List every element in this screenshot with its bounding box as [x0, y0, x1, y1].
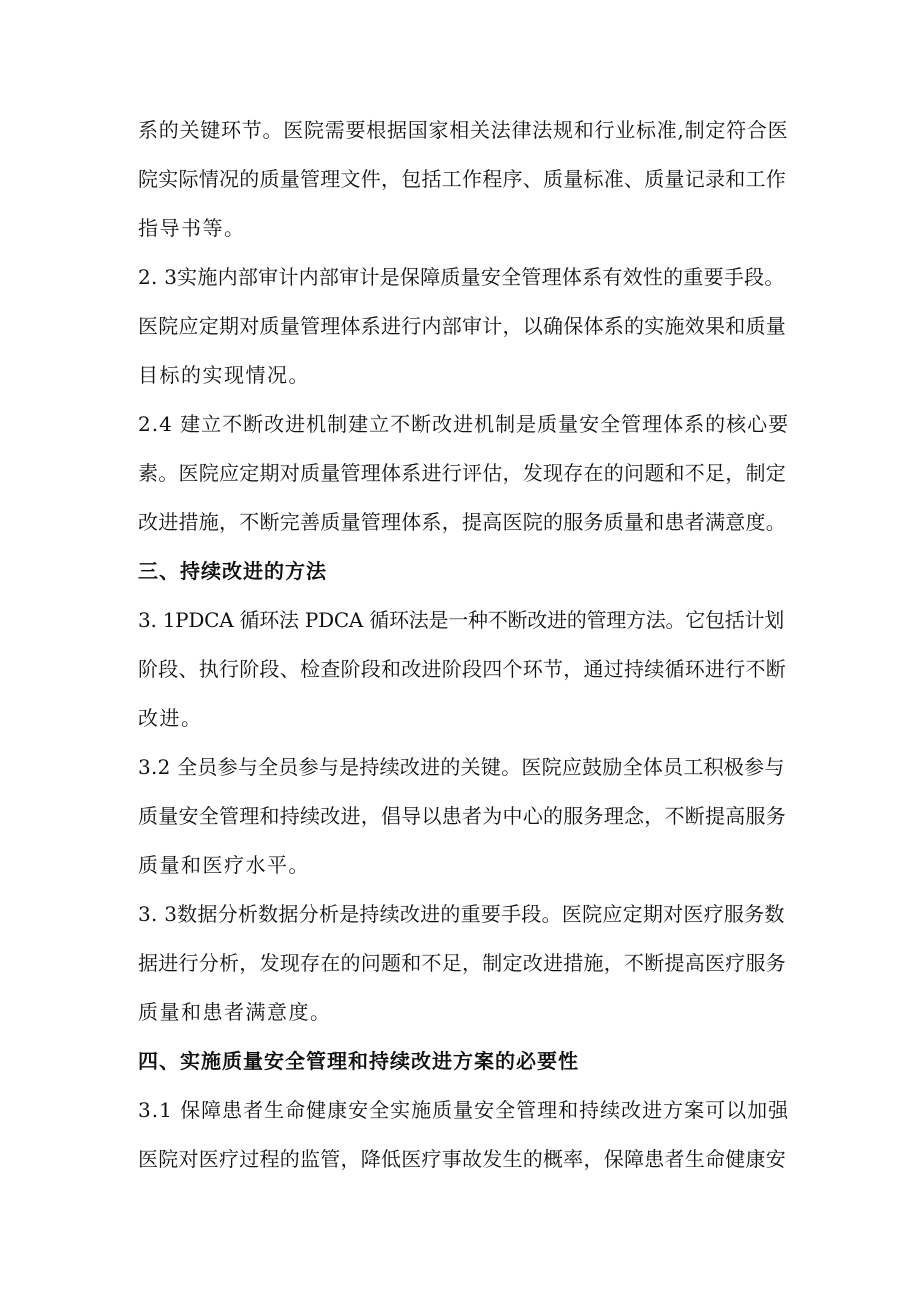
paragraph-line: 医院应定期对质量管理体系进行内部审计，以确保体系的实施效果和质量 — [138, 314, 786, 338]
section-heading: 三、持续改进的方法 — [138, 559, 327, 583]
paragraph-line: 医院对医疗过程的监管，降低医疗事故发生的概率，保障患者生命健康安 — [138, 1147, 786, 1171]
paragraph-line: 院实际情况的质量管理文件，包括工作程序、质量标准、质量记录和工作 — [138, 167, 786, 191]
paragraph-line: 据进行分析，发现存在的问题和不足，制定改进措施，不断提高医疗服务 — [138, 951, 786, 975]
paragraph-line: 指导书等。 — [138, 216, 246, 240]
paragraph-line: 系的关键环节。医院需要根据国家相关法律法规和行业标准,制定符合医 — [138, 118, 789, 142]
paragraph-line: 素。医院应定期对质量管理体系进行评估，发现存在的问题和不足，制定 — [138, 461, 786, 485]
paragraph-line: 质量和医疗水平。 — [138, 853, 310, 877]
paragraph-line: 3.2 全员参与全员参与是持续改进的关键。医院应鼓励全体员工积极参与 — [138, 755, 785, 779]
paragraph-line: 阶段、执行阶段、检查阶段和改进阶段四个环节，通过持续循环进行不断 — [138, 657, 786, 681]
paragraph-line: 2. 3实施内部审计内部审计是保障质量安全管理体系有效性的重要手段。 — [138, 265, 785, 289]
paragraph-line: 3.1 保障患者生命健康安全实施质量安全管理和持续改进方案可以加强 — [138, 1098, 790, 1122]
paragraph-line: 改进措施，不断完善质量管理体系，提高医院的服务质量和患者满意度。 — [138, 510, 786, 534]
paragraph-line: 2.4 建立不断改进机制建立不断改进机制是质量安全管理体系的核心要 — [138, 412, 790, 436]
paragraph-line: 目标的实现情况。 — [138, 363, 310, 387]
paragraph-line: 质量和患者满意度。 — [138, 1000, 332, 1024]
paragraph-line: 改进。 — [138, 706, 203, 730]
paragraph-line: 3. 3数据分析数据分析是持续改进的重要手段。医院应定期对医疗服务数 — [138, 902, 785, 926]
paragraph-line: 3. 1PDCA 循环法 PDCA 循环法是一种不断改进的管理方法。它包括计划 — [138, 608, 784, 632]
paragraph-line: 质量安全管理和持续改进，倡导以患者为中心的服务理念，不断提高服务 — [138, 804, 786, 828]
section-heading: 四、实施质量安全管理和持续改进方案的必要性 — [138, 1049, 579, 1073]
